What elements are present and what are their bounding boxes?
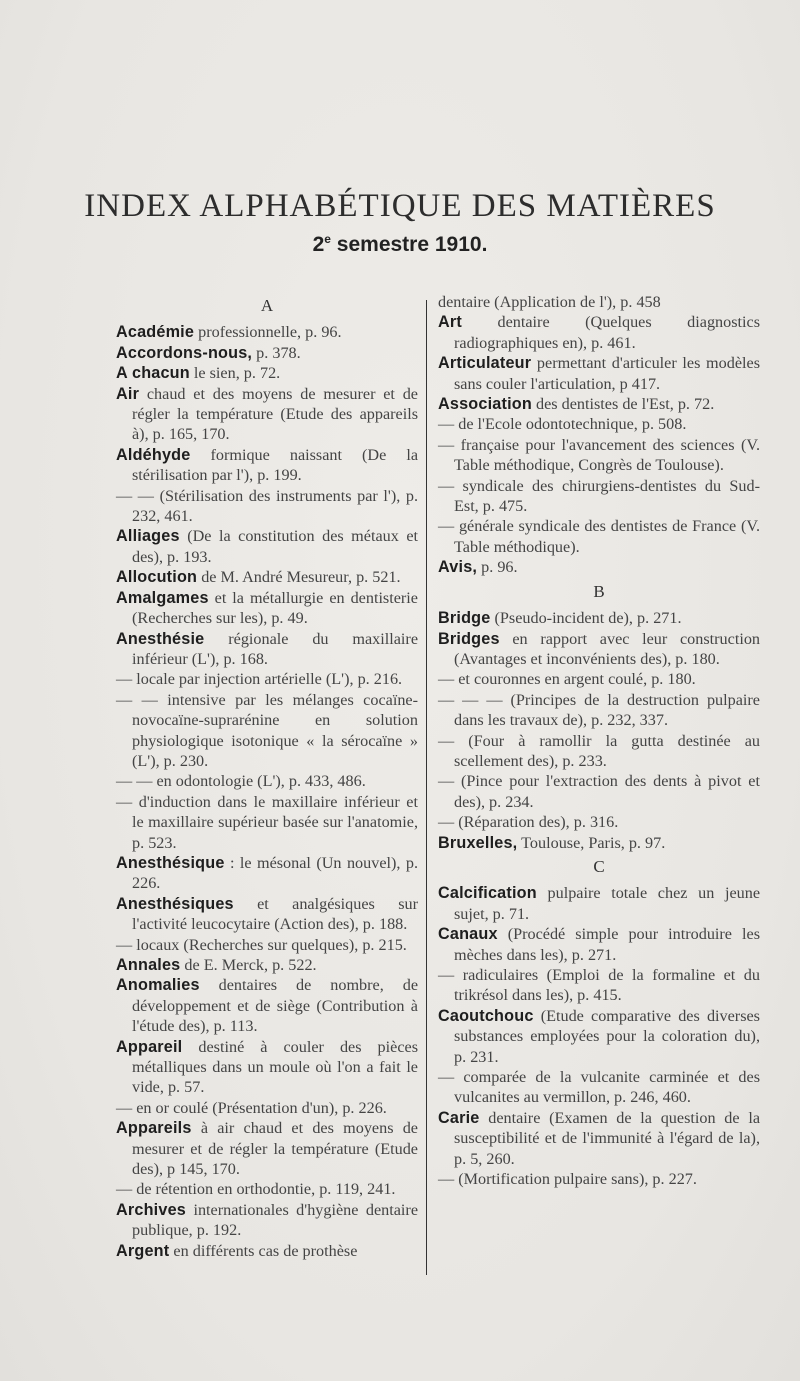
entry-text: formique naissant (De la stérilisation par l'), p. 199. (132, 445, 419, 485)
index-entry (116, 853, 418, 894)
entry-heading: Bruxelles, (438, 833, 518, 852)
entry-heading: Carie (438, 1108, 480, 1127)
index-entry (116, 384, 418, 445)
entry-heading: Académie (116, 323, 195, 342)
entry-heading: Argent (116, 1241, 170, 1260)
index-entry (116, 690, 418, 772)
index-entry (438, 1067, 760, 1108)
entry-heading: Accordons-nous, (116, 343, 253, 362)
entry-text: permettant d'articuler les modèles sans couler l'articulation, p 417. (454, 354, 761, 393)
entry-text: — de rétention en orthodontie, p. 119, 241. (116, 1180, 396, 1199)
index-entry (116, 629, 418, 670)
entry-text: et analgésiques sur l'activité leucocytaire (Action des), p. 188. (132, 894, 418, 934)
entry-text: — locale par injection artérielle (L'), p. 216. (116, 670, 403, 689)
entry-text: p. 378. (256, 343, 301, 362)
entry-text: (Pseudo-incident de), p. 271. (494, 609, 682, 628)
entry-text: — comparée de la vulcanite carminée et des vulcanites au vermillon, p. 246, 460. (438, 1068, 760, 1107)
index-entry (438, 353, 760, 394)
index-entry (438, 414, 760, 434)
entry-text: à air chaud et des moyens de mesurer et de régler la température (Etude des), p 145, 170. (132, 1119, 418, 1179)
index-entry (438, 669, 760, 689)
entry-heading: Appareil (116, 1037, 183, 1056)
entry-text: — syndicale des chirurgiens-dentistes du Sud-Est, p. 475. (438, 476, 760, 516)
index-entry (116, 486, 418, 527)
index-entry (438, 690, 760, 731)
index-entry (438, 608, 760, 628)
entry-heading: Aldéhyde (116, 445, 191, 464)
index-entry (116, 1179, 418, 1199)
entry-heading: Canaux (438, 925, 498, 944)
entry-text: — et couronnes en argent coulé, p. 180. (438, 670, 696, 689)
entry-heading: Art (438, 313, 462, 332)
index-entry (438, 476, 760, 517)
entry-text: — en or coulé (Présentation d'un), p. 226. (116, 1098, 387, 1117)
index-entry (116, 975, 418, 1036)
index-entry (438, 312, 760, 353)
index-entry (116, 343, 418, 363)
entry-text: — (Mortification pulpaire sans), p. 227. (438, 1170, 697, 1189)
entry-text: — — — (Principes de la destruction pulpaire dans les travaux de), p. 232, 337. (438, 690, 760, 730)
entry-text: — d'induction dans le maxillaire inférieur et le maxillaire supérieur basée sur l'anatomie, p. 523. (116, 792, 418, 852)
section-letter: B (593, 581, 605, 601)
entry-text: — — en odontologie (L'), p. 433, 486. (116, 772, 366, 791)
entry-heading: Appareils (116, 1119, 192, 1138)
entry-text: — — (Stérilisation des instruments par l'), p. 232, 461. (116, 486, 418, 526)
index-column-right (438, 292, 760, 1189)
index-entry (438, 1006, 760, 1067)
index-entry (438, 812, 760, 832)
index-entry (116, 445, 418, 486)
entry-text: — — intensive par les mélanges cocaïne-novocaïne-suprarénine en solution physiologique isotonique « la sérocaïne » (L'), p. 230. (116, 690, 418, 770)
section-letter: C (593, 856, 605, 876)
index-entry (438, 731, 760, 772)
index-entry (116, 771, 418, 791)
entry-text: — (Four à ramollir la gutta destinée au scellement des), p. 233. (438, 731, 760, 770)
entry-text: professionnelle, p. 96. (198, 323, 342, 342)
entry-text: (Procédé simple pour introduire les mèches dans les), p. 271. (454, 925, 760, 964)
index-entry (116, 526, 418, 567)
entry-text: chaud et des moyens de mesurer et de régler la température (Etude des appareils à), p. 165, 170. (132, 384, 418, 444)
index-entry (438, 833, 760, 853)
entry-text: — radiculaires (Emploi de la formaline et du trikrésol dans les), p. 415. (438, 966, 760, 1005)
index-entry (116, 1241, 418, 1261)
entry-heading: Alliages (116, 527, 180, 546)
section-letter: A (260, 296, 274, 315)
entry-text: internationales d'hygiène dentaire publique, p. 192. (132, 1200, 419, 1240)
index-entry (438, 883, 760, 924)
index-entry (438, 965, 760, 1006)
index-entry (438, 771, 760, 812)
entry-text: le sien, p. 72. (193, 364, 281, 383)
column-divider (426, 300, 427, 1275)
entry-heading: Anesthésie (116, 629, 205, 648)
index-entry (438, 292, 760, 312)
entry-heading: Bridges (438, 629, 500, 648)
index-entry (116, 322, 418, 342)
subtitle-number: 2 (312, 233, 325, 256)
entry-text: (De la constitution des métaux et des), p. 193. (132, 527, 419, 566)
entry-heading: Air (116, 384, 140, 403)
entry-text: — (Pince pour l'extraction des dents à pivot et des), p. 234. (438, 772, 760, 811)
index-entry (438, 516, 760, 557)
entry-text: — de l'Ecole odontotechnique, p. 508. (438, 415, 687, 434)
entry-heading: Anesthésique (116, 853, 225, 872)
entry-heading: Avis, (438, 558, 478, 577)
index-entry (438, 924, 760, 965)
entry-text: dentaires de nombre, de développement et de siège (Contribution à l'étude des), p. 113. (132, 976, 419, 1036)
entry-text: de M. André Mesureur, p. 521. (201, 568, 401, 587)
entry-text: régionale du maxillaire inférieur (L'), p. 168. (132, 629, 419, 668)
index-entry (116, 1118, 418, 1179)
entry-heading: Anomalies (116, 976, 200, 995)
subtitle-superscript: e (324, 232, 331, 246)
entry-text: et la métallurgie en dentisterie (Recherches sur les), p. 49. (132, 588, 418, 628)
entry-heading: A chacun (116, 364, 190, 383)
entry-text: destiné à couler des pièces métalliques dans un moule où l'on a fait le vide, p. 57. (132, 1037, 418, 1097)
index-entry (116, 935, 418, 955)
entry-text: — française pour l'avancement des sciences (V. Table méthodique, Congrès de Toulouse). (438, 435, 760, 475)
index-entry (116, 588, 418, 629)
index-entry (116, 669, 418, 689)
index-entry (116, 955, 418, 975)
entry-heading: Caoutchouc (438, 1006, 534, 1025)
entry-text: dentaire (Application de l'), p. 458 (438, 293, 661, 311)
index-entry (116, 363, 418, 383)
page-title: INDEX ALPHABÉTIQUE DES MATIÈRES (84, 188, 716, 224)
entry-text: — locaux (Recherches sur quelques), p. 215. (116, 935, 407, 954)
index-entry (438, 394, 760, 414)
index-entry (116, 1037, 418, 1098)
index-entry (116, 1200, 418, 1241)
index-entry (116, 792, 418, 853)
entry-text: pulpaire totale chez un jeune sujet, p. 71. (454, 884, 760, 923)
entry-heading: Association (438, 395, 532, 414)
entry-heading: Allocution (116, 568, 198, 587)
entry-heading: Articulateur (438, 354, 532, 373)
entry-text: — générale syndicale des dentistes de France (V. Table méthodique). (438, 517, 760, 556)
entry-heading: Amalgames (116, 588, 209, 607)
entry-text: de E. Merck, p. 522. (184, 956, 317, 974)
entry-text: dentaire (Examen de la question de la susceptibilité et de l'immunité à l'égard de la), p. 5, 260. (454, 1108, 760, 1168)
index-entry (438, 1169, 760, 1189)
entry-text: : le mésonal (Un nouvel), p. 226. (132, 853, 418, 893)
index-entry (438, 435, 760, 476)
entry-text: des dentistes de l'Est, p. 72. (536, 395, 715, 414)
entry-text: p. 96. (481, 558, 518, 577)
index-entry (438, 557, 760, 577)
index-entry (116, 894, 418, 935)
entry-text: en différents cas de prothèse (173, 1241, 358, 1260)
entry-text: Toulouse, Paris, p. 97. (521, 833, 666, 852)
subtitle-text: semestre 1910. (336, 233, 488, 256)
entry-text: — (Réparation des), p. 316. (438, 813, 619, 832)
index-entry (438, 629, 760, 670)
entry-heading: Anesthésiques (116, 894, 234, 913)
entry-heading: Calcification (438, 884, 537, 903)
entry-text: dentaire (Quelques diagnostics radiographiques en), p. 461. (454, 313, 761, 352)
entry-text: (Etude comparative des diverses substances employées pour la coloration du), p. 231. (454, 1006, 760, 1066)
entry-heading: Annales (116, 956, 181, 974)
index-entry (116, 567, 418, 587)
entry-heading: Bridge (438, 609, 491, 628)
index-entry (116, 1098, 418, 1118)
entry-text: en rapport avec leur construction (Avantages et inconvénients des), p. 180. (454, 629, 761, 668)
index-column-left (116, 292, 418, 1261)
entry-heading: Archives (116, 1200, 186, 1219)
page-subtitle (0, 232, 800, 257)
index-entry (438, 1108, 760, 1169)
